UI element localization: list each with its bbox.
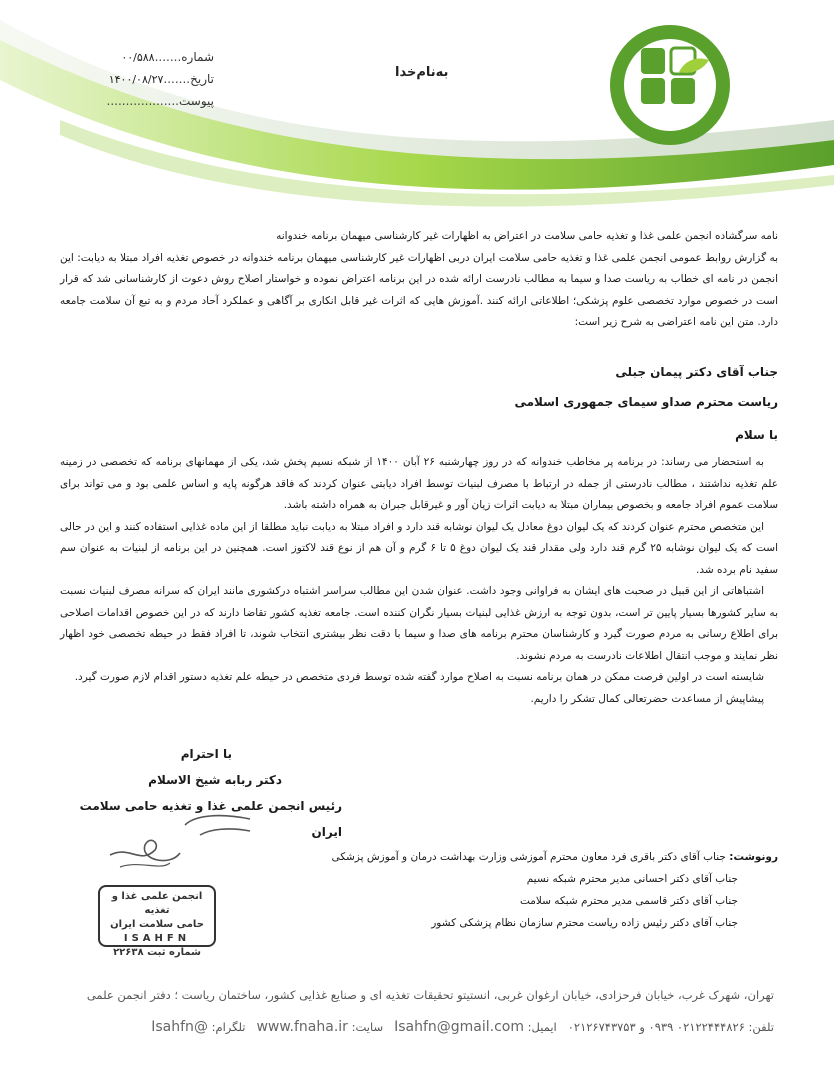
intro-section <box>60 226 778 334</box>
bismillah: به‌نام‌خدا <box>395 65 449 80</box>
site-label: سایت: <box>351 1020 384 1034</box>
association-logo <box>605 20 735 150</box>
letter-date: تاریخ.......۱۴۰۰/۰۸/۲۷ <box>108 72 214 86</box>
body-paragraph: شایسته است در اولین فرصت ممکن در همان برنامه نسبت به اصلاح موارد گفته شده توسط فردی متخصص در حیطه علم تغذیه دستور اقدام لازم صورت گیرد. <box>74 671 764 683</box>
cc-item: جناب آقای دکتر قاسمی مدیر محترم شبکه سلامت <box>519 895 738 907</box>
body-paragraph: به استحضار می رساند: در برنامه پر مخاطب خندوانه که در روز چهارشنبه ۲۶ آبان ۱۴۰۰ از شبکه نسیم پخش شد، یکی از مهمانهای برنامه که تخصصی در زمینه علم تغذیه نداشتند ، مطالب نادرستی از جمله در ارتباط با مصرف لبنیات توسط افراد دیابتی عنوان کردند که فاقد هرگونه پایه و اساس علمی بود و می تواند برای سلامت عموم افراد جامعه و بخصوص بیماران مبتلا به دیابت اثرات زیان آور و غیرقابل جبران به همراه داشته باشد. <box>60 456 778 511</box>
signer-role: رئیس انجمن علمی غذا و تغذیه حامی سلامت ایران <box>79 799 342 839</box>
letter-number: شماره.......۰۰/۵۸۸ <box>121 50 214 64</box>
email-value[interactable]: Isahfn@gmail.com <box>394 1019 524 1035</box>
stamp-line: حامی سلامت ایران <box>110 919 204 930</box>
greeting: با سلام <box>735 428 778 442</box>
addressee-title: ریاست محترم صداو سیمای جمهوری اسلامی <box>514 395 778 409</box>
letter-body <box>60 452 778 710</box>
site-link[interactable]: www.fnaha.ir <box>256 1019 348 1035</box>
stamp-line: ۲۲۶۳۸ شماره ثبت <box>113 947 201 958</box>
phone-label: تلفن: <box>748 1020 774 1034</box>
footer-address: تهران، شهرک غرب، خیابان فرحزادی، خیابان ارغوان غربی، انستیتو تحقیقات تغذیه ای و صنایع غذایی کشور، ساختمان ریاست ؛ دفتر انجمن علمی <box>86 988 774 1002</box>
body-paragraph: اشتباهاتی از این قبیل در صحبت های ایشان به فراوانی وجود داشت. عنوان شدن این مطالب سراسر اشتباه درکشوری مانند ایران که سرانه مصرف لبنیات نسبت به سایر کشورها بسیار پایین تر است، بدون توجه به ارزش غذایی لبنیات بسیار نگران کننده است. جامعه تغذیه کشور تقاضا دارند که در این خصوص اقدامات اصلاحی برای اطلاع رسانی به مردم صورت گیرد و کارشناسان محترم برنامه های صدا و سیما با دقت نظر بیشتری انتخاب شوند، تا افراد فقط در حیطه تخصصی خود اظهار نظر نمایند و موجب انتقال اطلاعات نادرست به مردم نشوند. <box>60 585 778 662</box>
intro-headline: نامه سرگشاده انجمن علمی غذا و تغذیه حامی سلامت در اعتراض به اظهارات غیر کارشناسی میهمان برنامه خندوانه <box>276 230 778 242</box>
handwritten-signature <box>100 805 260 875</box>
email-label: ایمیل: <box>527 1020 557 1034</box>
stamp-line: انجمن علمی غذا و تغذیه <box>111 891 203 916</box>
closing: با احترام <box>180 747 232 761</box>
letter-attachment: پیوست................... <box>106 94 214 108</box>
cc-section <box>270 846 778 934</box>
telegram-label: تلگرام: <box>211 1020 246 1034</box>
cc-first-line <box>270 846 778 868</box>
intro-paragraph: به گزارش روابط عمومی انجمن علمی غذا و تغذیه حامی سلامت ایران دربی اظهارات غیر کارشناسی میهمان برنامه خندوانه در خصوص تغذیه افراد مبتلا به دیابت: این انجمن در نامه ای خطاب به ریاست صدا و سیما به مطالب نادرست ارائه شده در این برنامه اعتراض نموده و خواستار اصلاح روش دعوت از کارشناسانی شد که قرار است در خصوص موارد تخصصی علوم پزشکی؛ اطلاعاتی ارائه کنند .آموزش هایی که اثرات غیر قابل انکاری بر آگاهی و عملکرد آحاد مردم و به تبع آن سلامت جامعه دارد. متن این نامه اعتراضی به شرح زیر است: <box>60 251 778 328</box>
organization-stamp <box>98 885 216 958</box>
addressee-name: جناب آقای دکتر پیمان جبلی <box>615 365 778 379</box>
cc-item: جناب آقای دکتر رئیس زاده ریاست محترم سازمان نظام پزشکی کشور <box>431 917 738 929</box>
cc-item: جناب آقای دکتر احسانی مدیر محترم شبکه نسیم <box>526 873 738 885</box>
body-paragraph: پیشاپیش از مساعدت حضرتعالی کمال تشکر را داریم. <box>530 692 764 705</box>
addressee-block <box>60 357 778 417</box>
cc-label: رونوشت: <box>729 851 778 863</box>
body-paragraph: این متخصص محترم عنوان کردند که یک لیوان دوغ معادل یک لیوان نوشابه قند دارد و افراد مبتلا به دیابت نباید مطلقا از این ماده غذایی استفاده کنند و این در حالی است که یک لیوان نوشابه ۲۵ گرم قند دارد ولی مقدار قند یک لیوان دوغ ۵ تا ۶ گرم و آن هم از نوع قند لاکتوز است. همچنین در این برنامه از لبنیات به عنوان سم سفید نام برده شد. <box>60 520 779 576</box>
footer-contact <box>151 1019 774 1035</box>
telegram-handle[interactable]: @Isahfn <box>151 1019 208 1035</box>
phone-value: ۰۲۱۲۲۴۴۴۸۲۶ ۰۹۳۹ و ۰۲۱۲۶۷۴۳۷۵۳ <box>567 1020 745 1034</box>
cc-item: جناب آقای دکتر باقری فرد معاون محترم آموزشی وزارت بهداشت درمان و آموزش پزشکی <box>331 851 726 863</box>
stamp-line: ISAHFN <box>123 933 191 944</box>
signer-name: دکتر ربابه شیخ الاسلام <box>148 773 282 787</box>
